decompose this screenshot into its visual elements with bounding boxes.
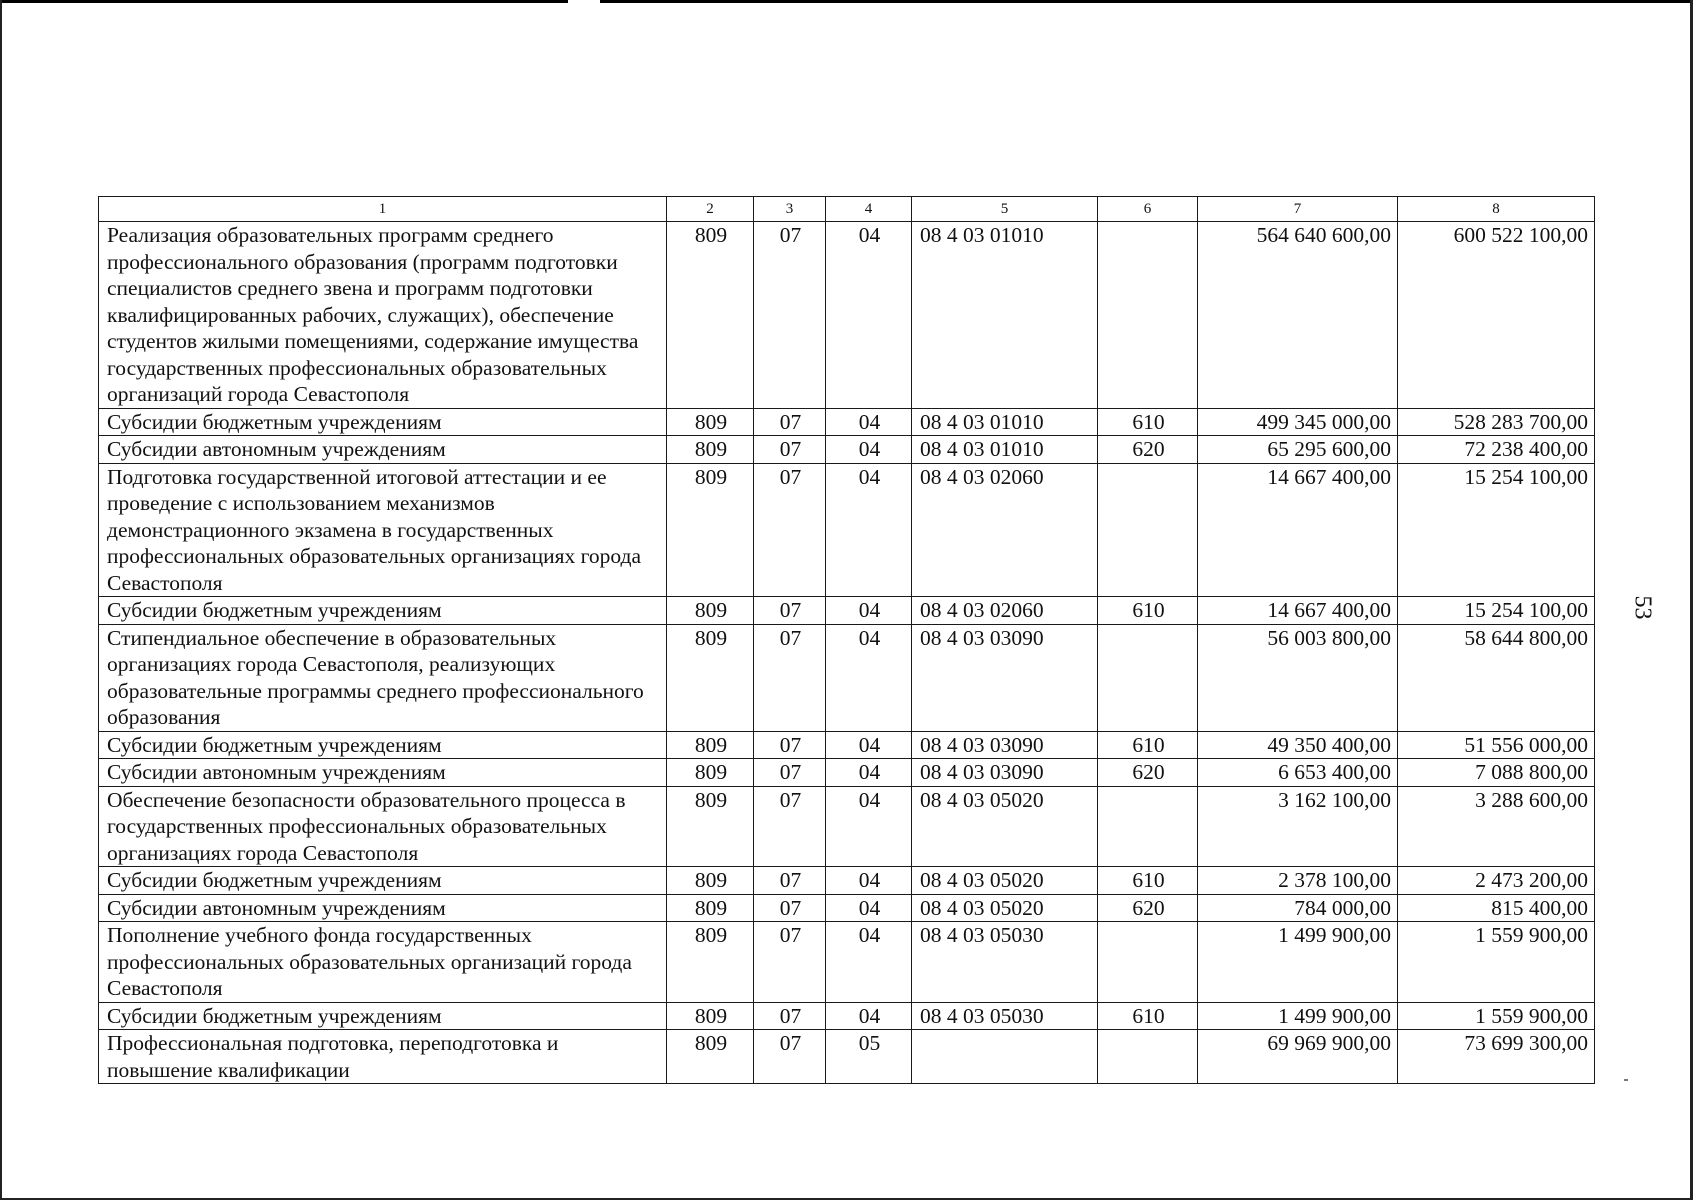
section-code-cell: 07 — [754, 436, 826, 464]
subsection-code-cell: 04 — [826, 1002, 912, 1030]
row-name-cell: Субсидии автономным учреждениям — [99, 894, 667, 922]
target-article-cell: 08 4 03 05030 — [912, 922, 1098, 1003]
section-code-cell: 07 — [754, 731, 826, 759]
column-number-7: 7 — [1198, 197, 1398, 222]
column-number-row — [99, 197, 1595, 222]
amount-year1-cell: 14 667 400,00 — [1198, 597, 1398, 625]
table-row — [99, 436, 1595, 464]
table-row — [99, 597, 1595, 625]
ved-code-cell: 809 — [667, 1002, 754, 1030]
amount-year1-cell: 1 499 900,00 — [1198, 922, 1398, 1003]
target-article-cell: 08 4 03 05030 — [912, 1002, 1098, 1030]
subsection-code-cell: 04 — [826, 867, 912, 895]
table-row — [99, 222, 1595, 409]
budget-table — [98, 196, 1595, 1084]
expense-type-cell — [1098, 463, 1198, 597]
subsection-code-cell: 04 — [826, 408, 912, 436]
amount-year1-cell: 499 345 000,00 — [1198, 408, 1398, 436]
subsection-code-cell: 04 — [826, 922, 912, 1003]
table-row — [99, 1030, 1595, 1084]
column-number-6: 6 — [1098, 197, 1198, 222]
section-code-cell: 07 — [754, 867, 826, 895]
amount-year1-cell: 564 640 600,00 — [1198, 222, 1398, 409]
table-body — [99, 222, 1595, 1084]
expense-type-cell — [1098, 624, 1198, 731]
amount-year1-cell: 56 003 800,00 — [1198, 624, 1398, 731]
section-code-cell: 07 — [754, 759, 826, 787]
row-name-cell: Субсидии бюджетным учреждениям — [99, 1002, 667, 1030]
table-row — [99, 786, 1595, 867]
expense-type-cell: 610 — [1098, 1002, 1198, 1030]
scan-border-gap — [568, 0, 600, 3]
target-article-cell: 08 4 03 03090 — [912, 759, 1098, 787]
amount-year2-cell: 815 400,00 — [1398, 894, 1595, 922]
subsection-code-cell: 05 — [826, 1030, 912, 1084]
expense-type-cell: 610 — [1098, 597, 1198, 625]
amount-year2-cell: 15 254 100,00 — [1398, 597, 1595, 625]
section-code-cell: 07 — [754, 894, 826, 922]
table-row — [99, 731, 1595, 759]
amount-year2-cell: 15 254 100,00 — [1398, 463, 1595, 597]
subsection-code-cell: 04 — [826, 463, 912, 597]
amount-year1-cell: 14 667 400,00 — [1198, 463, 1398, 597]
target-article-cell: 08 4 03 01010 — [912, 408, 1098, 436]
scan-border-left — [0, 0, 2, 1200]
subsection-code-cell: 04 — [826, 222, 912, 409]
section-code-cell: 07 — [754, 1030, 826, 1084]
amount-year2-cell: 3 288 600,00 — [1398, 786, 1595, 867]
target-article-cell: 08 4 03 02060 — [912, 463, 1098, 597]
scan-speck — [1624, 1079, 1628, 1081]
row-name-cell: Субсидии бюджетным учреждениям — [99, 867, 667, 895]
table-row — [99, 463, 1595, 597]
column-number-4: 4 — [826, 197, 912, 222]
target-article-cell: 08 4 03 01010 — [912, 436, 1098, 464]
amount-year2-cell: 7 088 800,00 — [1398, 759, 1595, 787]
page-number: 53 — [1629, 595, 1656, 620]
expense-type-cell — [1098, 922, 1198, 1003]
row-name-cell: Реализация образовательных программ среднего профессионального образования (программ подготовки специалистов среднего звена и программ подготовки квалифицированных рабочих, служащих), обеспечение студентов жилыми помещениями, содержание имущества государственных профессиональных образовательных организаций города Севастополя — [99, 222, 667, 409]
expense-type-cell — [1098, 222, 1198, 409]
amount-year2-cell: 528 283 700,00 — [1398, 408, 1595, 436]
expense-type-cell: 620 — [1098, 894, 1198, 922]
expense-type-cell: 610 — [1098, 731, 1198, 759]
subsection-code-cell: 04 — [826, 786, 912, 867]
column-number-2: 2 — [667, 197, 754, 222]
expense-type-cell — [1098, 1030, 1198, 1084]
target-article-cell: 08 4 03 02060 — [912, 597, 1098, 625]
table-row — [99, 624, 1595, 731]
amount-year2-cell: 72 238 400,00 — [1398, 436, 1595, 464]
amount-year2-cell: 73 699 300,00 — [1398, 1030, 1595, 1084]
amount-year1-cell: 2 378 100,00 — [1198, 867, 1398, 895]
ved-code-cell: 809 — [667, 436, 754, 464]
table-row — [99, 759, 1595, 787]
row-name-cell: Стипендиальное обеспечение в образовательных организациях города Севастополя, реализующих образовательные программы среднего профессионального образования — [99, 624, 667, 731]
target-article-cell: 08 4 03 05020 — [912, 867, 1098, 895]
subsection-code-cell: 04 — [826, 436, 912, 464]
scan-border-top — [0, 0, 1693, 3]
amount-year2-cell: 1 559 900,00 — [1398, 1002, 1595, 1030]
ved-code-cell: 809 — [667, 1030, 754, 1084]
row-name-cell: Субсидии автономным учреждениям — [99, 759, 667, 787]
ved-code-cell: 809 — [667, 894, 754, 922]
amount-year1-cell: 6 653 400,00 — [1198, 759, 1398, 787]
target-article-cell: 08 4 03 05020 — [912, 786, 1098, 867]
ved-code-cell: 809 — [667, 759, 754, 787]
expense-type-cell: 610 — [1098, 867, 1198, 895]
subsection-code-cell: 04 — [826, 894, 912, 922]
section-code-cell: 07 — [754, 597, 826, 625]
amount-year2-cell: 600 522 100,00 — [1398, 222, 1595, 409]
column-number-1: 1 — [99, 197, 667, 222]
amount-year2-cell: 58 644 800,00 — [1398, 624, 1595, 731]
amount-year2-cell: 51 556 000,00 — [1398, 731, 1595, 759]
amount-year1-cell: 3 162 100,00 — [1198, 786, 1398, 867]
section-code-cell: 07 — [754, 624, 826, 731]
row-name-cell: Субсидии бюджетным учреждениям — [99, 731, 667, 759]
table-row — [99, 408, 1595, 436]
row-name-cell: Подготовка государственной итоговой аттестации и ее проведение с использованием механизмов демонстрационного экзамена в государственных профессиональных образовательных организациях города Севастополя — [99, 463, 667, 597]
ved-code-cell: 809 — [667, 786, 754, 867]
target-article-cell: 08 4 03 05020 — [912, 894, 1098, 922]
expense-type-cell: 610 — [1098, 408, 1198, 436]
section-code-cell: 07 — [754, 222, 826, 409]
target-article-cell: 08 4 03 03090 — [912, 624, 1098, 731]
expense-type-cell: 620 — [1098, 759, 1198, 787]
amount-year1-cell: 65 295 600,00 — [1198, 436, 1398, 464]
subsection-code-cell: 04 — [826, 731, 912, 759]
amount-year1-cell: 69 969 900,00 — [1198, 1030, 1398, 1084]
ved-code-cell: 809 — [667, 222, 754, 409]
target-article-cell: 08 4 03 01010 — [912, 222, 1098, 409]
section-code-cell: 07 — [754, 786, 826, 867]
amount-year2-cell: 1 559 900,00 — [1398, 922, 1595, 1003]
table-row — [99, 894, 1595, 922]
row-name-cell: Субсидии бюджетным учреждениям — [99, 597, 667, 625]
ved-code-cell: 809 — [667, 624, 754, 731]
amount-year2-cell: 2 473 200,00 — [1398, 867, 1595, 895]
table-row — [99, 922, 1595, 1003]
row-name-cell: Субсидии бюджетным учреждениям — [99, 408, 667, 436]
ved-code-cell: 809 — [667, 597, 754, 625]
amount-year1-cell: 1 499 900,00 — [1198, 1002, 1398, 1030]
subsection-code-cell: 04 — [826, 759, 912, 787]
amount-year1-cell: 49 350 400,00 — [1198, 731, 1398, 759]
expense-type-cell: 620 — [1098, 436, 1198, 464]
ved-code-cell: 809 — [667, 463, 754, 597]
ved-code-cell: 809 — [667, 867, 754, 895]
amount-year1-cell: 784 000,00 — [1198, 894, 1398, 922]
section-code-cell: 07 — [754, 463, 826, 597]
column-number-8: 8 — [1398, 197, 1595, 222]
table-row — [99, 867, 1595, 895]
column-number-3: 3 — [754, 197, 826, 222]
target-article-cell — [912, 1030, 1098, 1084]
expense-type-cell — [1098, 786, 1198, 867]
target-article-cell: 08 4 03 03090 — [912, 731, 1098, 759]
row-name-cell: Пополнение учебного фонда государственных профессиональных образовательных организаций города Севастополя — [99, 922, 667, 1003]
row-name-cell: Субсидии автономным учреждениям — [99, 436, 667, 464]
section-code-cell: 07 — [754, 922, 826, 1003]
subsection-code-cell: 04 — [826, 624, 912, 731]
ved-code-cell: 809 — [667, 731, 754, 759]
ved-code-cell: 809 — [667, 408, 754, 436]
subsection-code-cell: 04 — [826, 597, 912, 625]
row-name-cell: Профессиональная подготовка, переподготовка и повышение квалификации — [99, 1030, 667, 1084]
section-code-cell: 07 — [754, 1002, 826, 1030]
table-row — [99, 1002, 1595, 1030]
row-name-cell: Обеспечение безопасности образовательного процесса в государственных профессиональных образовательных организациях города Севастополя — [99, 786, 667, 867]
section-code-cell: 07 — [754, 408, 826, 436]
ved-code-cell: 809 — [667, 922, 754, 1003]
column-number-5: 5 — [912, 197, 1098, 222]
